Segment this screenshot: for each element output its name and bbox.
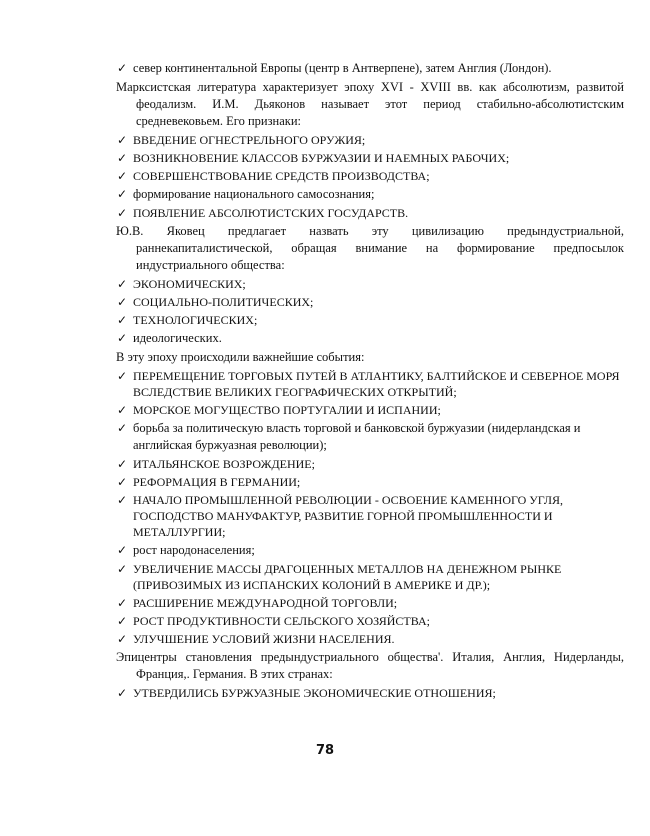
list-item-text: ИТАЛЬЯНСКОЕ ВОЗРОЖДЕНИЕ; — [133, 457, 315, 471]
checkmark-icon: ✓ — [117, 686, 128, 700]
checkmark-icon: ✓ — [117, 543, 128, 557]
list-item-text: РЕФОРМАЦИЯ В ГЕРМАНИИ; — [133, 475, 301, 489]
checkmark-icon: ✓ — [117, 331, 128, 345]
list-item — [116, 368, 624, 400]
list-item-text: формирование национального самосознания; — [133, 187, 375, 201]
paragraph: В эту эпоху происходили важнейшие события: — [116, 350, 365, 364]
list-item — [116, 561, 624, 593]
paragraph: Эпицентры становления предындустриального общества'. Италия, Англия, Нидерланды, Франция,. Германия. В этих странах: — [116, 650, 624, 681]
checkmark-icon: ✓ — [117, 369, 128, 383]
checkmark-icon: ✓ — [117, 403, 128, 417]
checkmark-icon: ✓ — [117, 151, 128, 165]
list-item-text: СОВЕРШЕНСТВОВАНИЕ СРЕДСТВ ПРОИЗВОДСТВА; — [133, 169, 430, 183]
list-item — [116, 60, 624, 77]
list-item — [116, 402, 624, 418]
list-item-text: СОЦИАЛЬНО-ПОЛИТИЧЕСКИХ; — [133, 295, 314, 309]
paragraph: Марксистская литература характеризует эпоху XVI - XVIII вв. как абсолютизм, развитой феодализм. И.М. Дьяконов называет этот период стабильно-абсолютистским средневековьем. Его признаки: — [116, 80, 624, 128]
checkmark-icon: ✓ — [117, 614, 128, 628]
list-item — [116, 492, 624, 540]
page-number: 78 — [315, 743, 335, 758]
list-item-text: МОРСКОЕ МОГУЩЕСТВО ПОРТУГАЛИИ И ИСПАНИИ; — [133, 403, 441, 417]
list-item-text: УЛУЧШЕНИЕ УСЛОВИЙ ЖИЗНИ НАСЕЛЕНИЯ. — [133, 632, 395, 646]
list-item — [116, 168, 624, 184]
list-item — [116, 276, 624, 292]
checkmark-icon: ✓ — [117, 295, 128, 309]
list-item-text: РАСШИРЕНИЕ МЕЖДУНАРОДНОЙ ТОРГОВЛИ; — [133, 596, 398, 610]
list-item-text: ТЕХНОЛОГИЧЕСКИХ; — [133, 313, 258, 327]
list-item — [116, 595, 624, 611]
paragraph: Ю.В. Яковец предлагает назвать эту цивилизацию предындустриальной, раннекапиталистической, обращая внимание на формирование предпосылок индустриального общества: — [116, 224, 624, 272]
checkmark-icon: ✓ — [117, 596, 128, 610]
list-item — [116, 685, 624, 701]
list-item — [116, 186, 624, 203]
checkmark-icon: ✓ — [117, 133, 128, 147]
list-item-text: РОСТ ПРОДУКТИВНОСТИ СЕЛЬСКОГО ХОЗЯЙСТВА; — [133, 614, 430, 628]
list-item — [116, 330, 624, 347]
list-item — [116, 420, 624, 454]
checkmark-icon: ✓ — [117, 493, 128, 507]
list-item-text: УТВЕРДИЛИСЬ БУРЖУАЗНЫЕ ЭКОНОМИЧЕСКИЕ ОТНОШЕНИЯ; — [133, 686, 496, 700]
list-item — [116, 205, 624, 221]
list-item — [116, 542, 624, 559]
checkmark-icon: ✓ — [117, 562, 128, 576]
list-item-text: ЭКОНОМИЧЕСКИХ; — [133, 277, 246, 291]
list-item — [116, 456, 624, 472]
list-item-text: ВВЕДЕНИЕ ОГНЕСТРЕЛЬНОГО ОРУЖИЯ; — [133, 133, 366, 147]
list-item-text: ПОЯВЛЕНИЕ АБСОЛЮТИСТСКИХ ГОСУДАРСТВ. — [133, 206, 409, 220]
list-item — [116, 294, 624, 310]
list-item — [116, 631, 624, 647]
list-item-text: рост народонаселения; — [133, 543, 255, 557]
checkmark-icon: ✓ — [117, 457, 128, 471]
list-item-text: НАЧАЛО ПРОМЫШЛЕННОЙ РЕВОЛЮЦИИ - ОСВОЕНИЕ КАМЕННОГО УГЛЯ, ГОСПОДСТВО МАНУФАКТУР, РАЗВИТИЕ ГОРНОЙ ПРОМЫШЛЕННОСТИ И МЕТАЛЛУРГИИ; — [133, 493, 563, 539]
list-item — [116, 312, 624, 328]
checkmark-icon: ✓ — [117, 421, 128, 435]
checkmark-icon: ✓ — [117, 187, 128, 201]
list-item — [116, 150, 624, 166]
list-item — [116, 474, 624, 490]
list-item — [116, 132, 624, 148]
checkmark-icon: ✓ — [117, 277, 128, 291]
checkmark-icon: ✓ — [117, 61, 128, 75]
checkmark-icon: ✓ — [117, 169, 128, 183]
list-item-text: УВЕЛИЧЕНИЕ МАССЫ ДРАГОЦЕННЫХ МЕТАЛЛОВ НА ДЕНЕЖНОМ РЫНКЕ (ПРИВОЗИМЫХ ИЗ ИСПАНСКИХ КОЛОНИЙ В АМЕРИКЕ И ДР.); — [133, 562, 562, 592]
checkmark-icon: ✓ — [117, 475, 128, 489]
checkmark-icon: ✓ — [117, 632, 128, 646]
list-item-text: идеологических. — [133, 331, 222, 345]
list-item-text: север континентальной Европы (центр в Антверпене), затем Англия (Лондон). — [133, 61, 552, 75]
checkmark-icon: ✓ — [117, 206, 128, 220]
list-item — [116, 613, 624, 629]
page-body — [116, 60, 624, 703]
list-item-text: борьба за политическую власть торговой и банковской буржуазии (нидерландская и английская буржуазная революции); — [133, 421, 581, 452]
list-item-text: ВОЗНИКНОВЕНИЕ КЛАССОВ БУРЖУАЗИИ И НАЕМНЫХ РАБОЧИХ; — [133, 151, 510, 165]
checkmark-icon: ✓ — [117, 313, 128, 327]
list-item-text: ПЕРЕМЕЩЕНИЕ ТОРГОВЫХ ПУТЕЙ В АТЛАНТИКУ, БАЛТИЙСКОЕ И СЕВЕРНОЕ МОРЯ ВСЛЕДСТВИЕ ВЕЛИКИХ ГЕОГРАФИЧЕСКИХ ОТКРЫТИЙ; — [133, 369, 620, 399]
